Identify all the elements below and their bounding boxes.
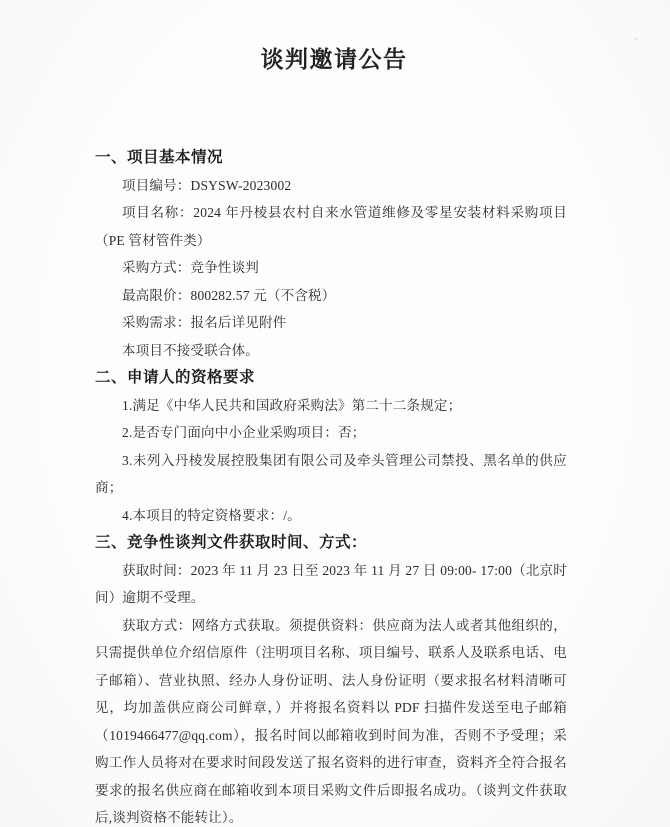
procurement-method-paragraph: 采购方式：竞争性谈判: [122, 260, 259, 275]
acquisition-method-paragraph: 获取方式：网络方式获取。须提供资料：供应商为法人或者其他组织的，只需提供单位介绍信原件（注明项目名称、项目编号、联系人及联系电话、电子邮箱）、营业执照、经办人身份证明、法人身份证明（要求报名材料清晰可见，均加盖供应商公司鲜章，）并将报名资料以 PDF 扫描件发送至电子邮箱（1019466477@qq.com），报名时间以邮箱收到时间为准，否则不予受理；采购工作人员将对在要求时间段发送了报名资料的进行审查，资料齐全符合报名要求的报名供应商在邮箱收到本项目采购文件后即报名成功。（谈判文件获取后,谈判资格不能转让）。: [95, 617, 567, 825]
qualification-item-4: 4.本项目的特定资格要求：/。: [122, 507, 301, 523]
section-1-heading: 一、项目基本情况: [95, 149, 224, 166]
project-name-paragraph: 项目名称：2024 年丹棱县农村自来水管道维修及零星安装材料采购项目（PE 管材管件类）: [95, 205, 567, 248]
qualification-item-3: 3.未列入丹棱发展控股集团有限公司及牵头管理公司禁投、黑名单的供应商；: [95, 452, 567, 495]
no-consortium-paragraph: 本项目不接受联合体。: [122, 342, 259, 358]
section-3-heading: 三、竞争性谈判文件获取时间、方式：: [95, 534, 368, 551]
qualification-item-1: 1.满足《中华人民共和国政府采购法》第二十二条规定；: [122, 397, 462, 413]
acquisition-time-paragraph: 获取时间：2023 年 11 月 23 日至 2023 年 11 月 27 日 09:00- 17:00（北京时间）逾期不受理。: [95, 562, 567, 605]
qualification-item-2: 2.是否专门面向中小企业采购项目：否；: [122, 425, 366, 440]
procurement-demand-paragraph: 采购需求：报名后详见附件: [122, 315, 287, 330]
max-price-paragraph: 最高限价：800282.57 元（不含税）: [122, 287, 336, 303]
section-2-heading: 二、申请人的资格要求: [95, 369, 256, 386]
document-body: [95, 144, 567, 827]
scan-artifact: [634, 38, 637, 40]
document-title: 谈判邀请公告: [260, 47, 408, 72]
project-number-paragraph: 项目编号：DSYSW-2023002: [122, 177, 292, 193]
